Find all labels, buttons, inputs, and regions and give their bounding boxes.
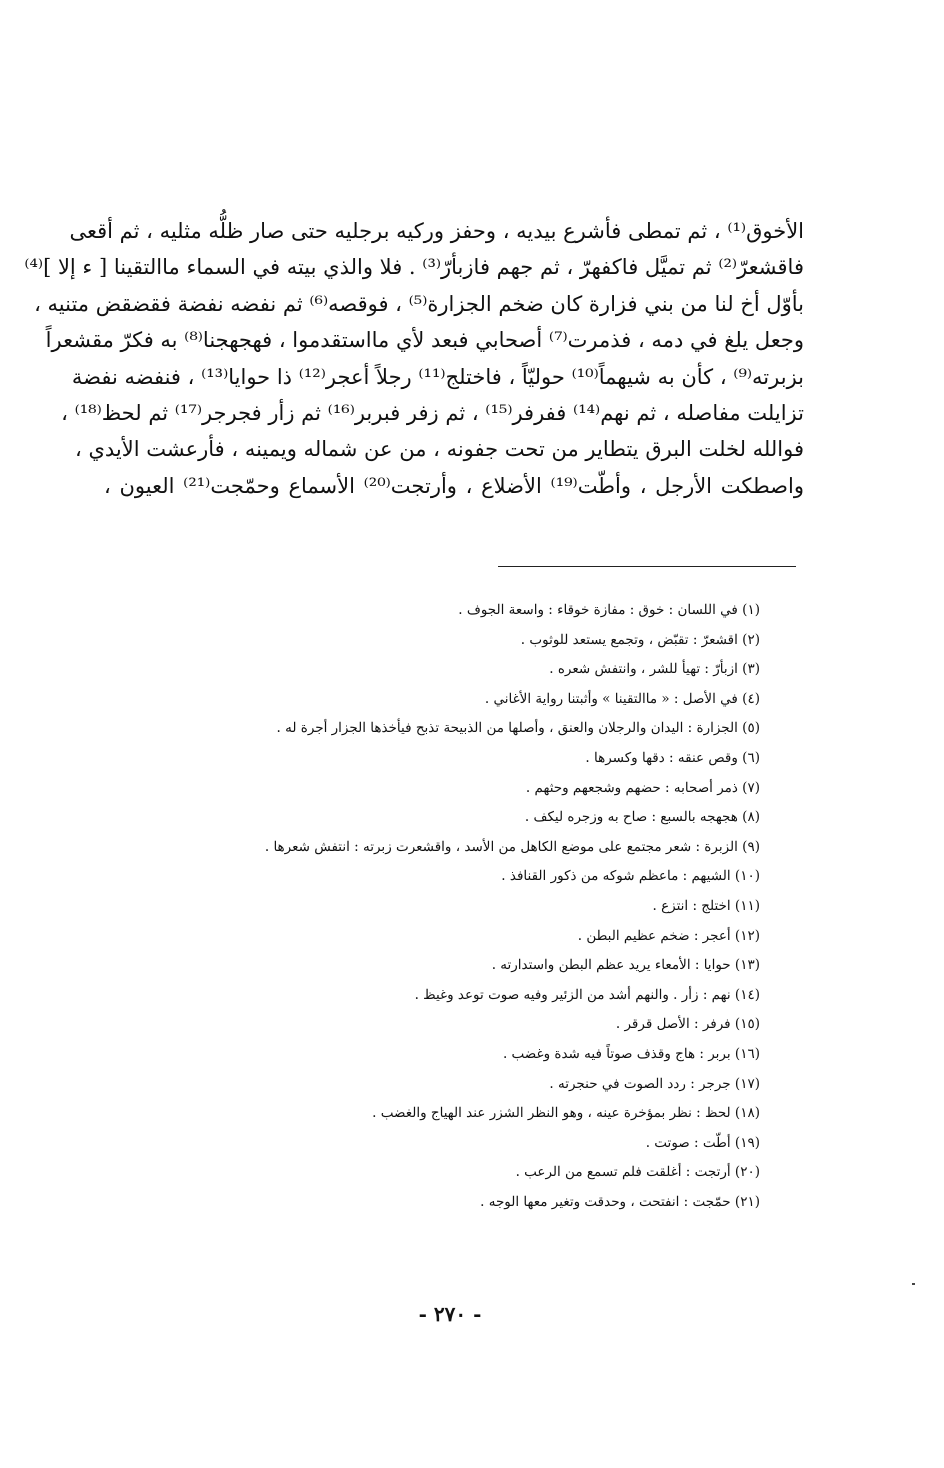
- footnote-separator: [498, 566, 796, 567]
- text-line: تزايلت مفاصله ، ثم نهم⁽¹⁴⁾ ففرفر⁽¹⁵⁾ ، ثم زفر فبربر⁽¹⁶⁾ ثم زأر فجرجر⁽¹⁷⁾ ثم لحظ⁽¹⁸⁾ ،: [61, 401, 804, 426]
- footnote: (٢٠) أرتجت : أغلقت فلم تسمع من الرعب .: [515, 1164, 760, 1181]
- footnote: (٨) هجهجه بالسبع : صاح به وزجره ليكف .: [524, 809, 760, 826]
- footnote: (١٣) حوايا : الأمعاء يريد عظم البطن واستدارته .: [491, 957, 760, 974]
- text-line: بزبرته⁽⁹⁾ ، كأن به شيهماً⁽¹⁰⁾ حوليّاً ، فاختلج⁽¹¹⁾ رجلاً أعجر⁽¹²⁾ ذا حوايا⁽¹³⁾ ، فنفضه نفضة: [71, 364, 804, 389]
- footnote: (١٤) نهم : زأر . والنهم أشد من الزئير وفيه صوت توعد وغيظ .: [414, 986, 760, 1003]
- footnote: (١٠) الشيهم : ماعظم شوكه من ذكور القنافذ .: [501, 868, 760, 885]
- footnote: (١٨) لحظ : نظر بمؤخرة عينه ، وهو النظر الشزر عند الهياج والغضب .: [372, 1105, 760, 1122]
- footnote: (١٢) أعجر : ضخم عظيم البطن .: [577, 927, 760, 944]
- footnote: (١٩) أطّت : صوتت .: [645, 1134, 760, 1151]
- text-line: فوالله لخلت البرق يتطاير من تحت جفونه ، من عن شماله ويمينه ، فأرعشت الأيدي ،: [74, 437, 804, 462]
- footnote: (٤) في الأصل : « ماالتقينا » وأثبتنا رواية الأغاني .: [484, 690, 760, 707]
- footnote: (٩) الزبرة : شعر مجتمع على موضع الكاهل من الأسد ، واقشعرت زبرته : انتفش شعرها .: [264, 838, 760, 855]
- footnote: (٦) وقص عنقه : دقها وكسرها .: [585, 749, 760, 766]
- text-line: بأوّل أخ لنا من بني فزارة كان ضخم الجزارة⁽⁵⁾ ، فوقصه⁽⁶⁾ ثم نفضه نفضة فقضقض متنيه ،: [34, 291, 804, 316]
- footnote: (١) في اللسان : خوق : مفازة خوقاء : واسعة الجوف .: [458, 602, 760, 618]
- text-line: واصطكت الأرجل ، وأطّت⁽¹⁹⁾ الأضلاع ، وأرتجت⁽²⁰⁾ الأسماع وحمّجت⁽²¹⁾ العيون ،: [104, 473, 804, 498]
- footnote: (٥) الجزارة : اليدان والرجلان والعنق ، وأصلها من الذبيحة تذبح فيأخذها الجزار أجرة له .: [276, 720, 760, 737]
- footnote: (٧) ذمر أصحابه : حضهم وشجعهم وحثهم .: [525, 779, 760, 796]
- text-line: فاقشعرّ⁽²⁾ ثم تميَّل فاكفهرّ ، ثم جهم فازبأرّ⁽³⁾ . فلا والذي بيته في السماء ماالتقينا [ ء إلا ]⁽⁴⁾: [24, 255, 804, 280]
- page-number: - ٢٧٠ -: [418, 1302, 482, 1326]
- footnote: (١٧) جرجر : ردد الصوت في حنجرته .: [549, 1075, 760, 1092]
- footnote: (١٦) بربر : هاج وقذف صوتاً فيه شدة وغضب .: [502, 1045, 760, 1062]
- text-line: وجعل يلغ في دمه ، فذمرت⁽⁷⁾ أصحابي فبعد لأي مااستقدموا ، فهجهجنا⁽⁸⁾ به فكرّ مقشعراً: [45, 328, 804, 353]
- footnotes: [200, 596, 760, 1217]
- footnote: (١١) اختلج : انتزع .: [652, 897, 760, 914]
- scan-mark: [912, 1283, 915, 1285]
- footnote: (١٥) فرفر : الأصل قرقر .: [615, 1016, 760, 1033]
- text-line: الأخوق⁽¹⁾ ، ثم تمطى فأشرع بيديه ، وحفز وركيه برجليه حتى صار ظلُّه مثليه ، ثم أقعى: [69, 219, 804, 243]
- footnote: (٢) اقشعرّ : تقبّض ، وتجمع يستعد للوثوب .: [520, 631, 760, 648]
- footnote: (٣) ازبأرّ : تهيأ للشر ، وانتفش شعره .: [549, 661, 760, 678]
- footnote: (٢١) حمّجت : انفتحت ، وحدقت وتغير معها الوجه .: [480, 1193, 760, 1210]
- main-text: [24, 213, 804, 504]
